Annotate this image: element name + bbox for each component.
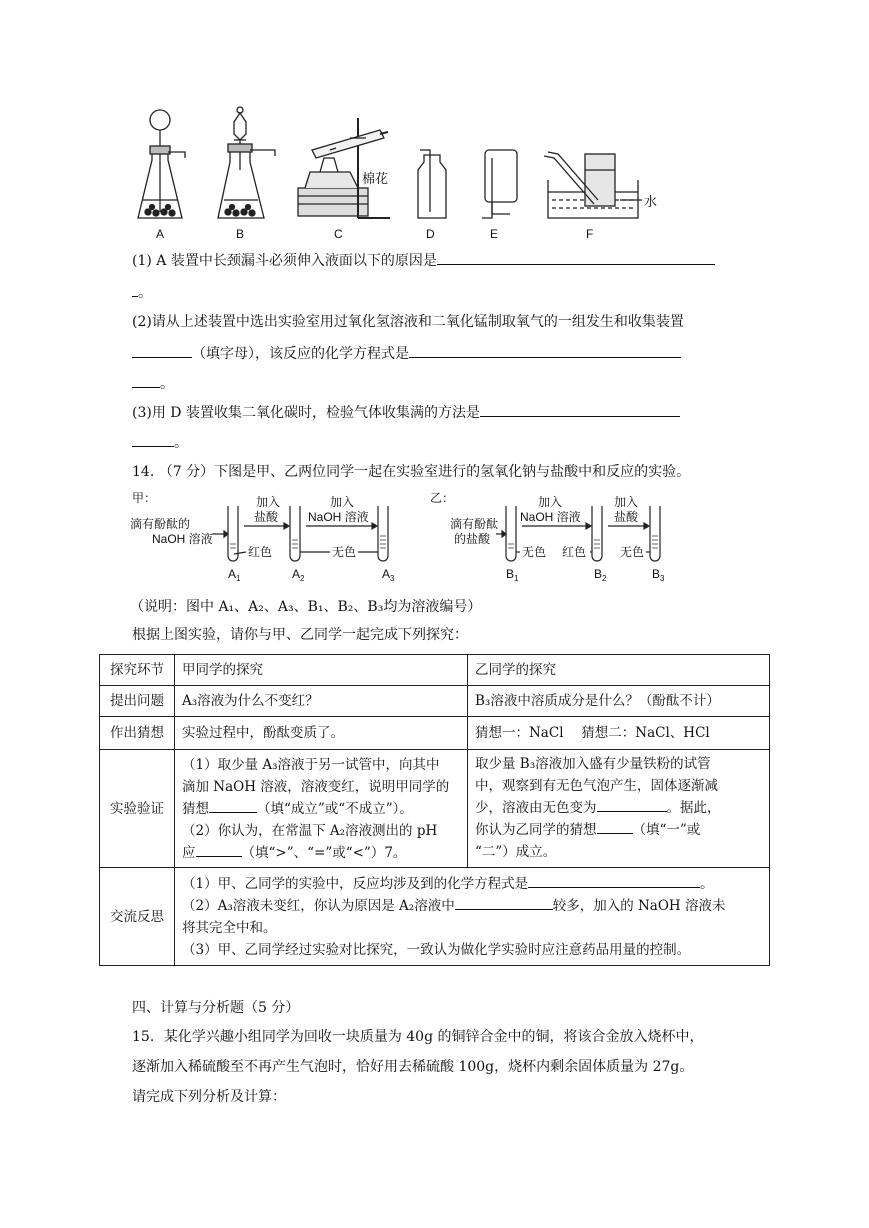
test-tube <box>378 506 388 561</box>
yi-color-none1: 无色 <box>522 545 547 559</box>
table-row <box>100 655 770 686</box>
label-b: B <box>236 227 245 241</box>
table-header-jia: 甲同学的探究 <box>175 655 468 686</box>
label-e: E <box>490 227 499 241</box>
table-row <box>100 686 770 717</box>
table-row <box>100 868 770 966</box>
jia-step1-2: 盐酸 <box>254 510 279 524</box>
inquiry-table <box>99 654 770 966</box>
q13-p3-blank[interactable] <box>480 402 680 417</box>
tube-a3: $A_3$ <box>382 567 395 583</box>
water-label: 水 <box>644 194 658 209</box>
apparatus-f <box>544 152 642 218</box>
yi-color-none2: 无色 <box>620 545 645 559</box>
table-row <box>100 717 770 750</box>
jia-hypothesis: 实验过程中，酚酞变质了。 <box>175 717 468 750</box>
test-tube <box>506 506 516 561</box>
section4-title: 四、计算与分析题（5 分） <box>132 1000 300 1016</box>
label-a: A <box>156 227 165 241</box>
yi-hypothesis: 猜想一：NaCl 猜想二：NaCl、HCl <box>468 717 770 750</box>
q13-part2-b: （填字母），该反应的化学方程式是 <box>132 343 681 363</box>
neutralization-figure <box>120 488 680 584</box>
q13-p2-blank2[interactable] <box>409 343 681 358</box>
yi-color-red: 红色 <box>562 545 587 559</box>
jia-label: 甲： <box>132 491 157 505</box>
yi-question: B₃溶液中溶质成分是什么？（酚酞不计） <box>468 686 770 717</box>
row-label-verification: 实验验证 <box>100 750 175 868</box>
tube-a2: $A_2$ <box>292 567 305 583</box>
equation-blank[interactable] <box>528 874 700 888</box>
yi-verification: 取少量 B₃溶液加入盛有少量铁粉的试管 中，观察到有无色气泡产生，固体逐渐减 少，溶液由无色变为 。据此， 你认为乙同学的猜想 （填“一”或 “二”）成立。 <box>468 750 770 868</box>
jia-step2-2: NaOH 溶液 <box>308 510 369 524</box>
jia-color-red: 红色 <box>248 545 273 559</box>
row-label-hypothesis: 作出猜想 <box>100 717 175 750</box>
yi-step1-2: NaOH 溶液 <box>520 510 581 524</box>
yi-hypothesis-blank[interactable] <box>597 820 633 834</box>
apparatus-figure <box>130 100 670 245</box>
table-header-yi: 乙同学的探究 <box>468 655 770 686</box>
q13-part3-cont: 。 <box>132 432 188 452</box>
label-f: F <box>586 227 594 241</box>
row-label-reflection: 交流反思 <box>100 868 175 966</box>
tube-b1: $B_1$ <box>506 567 519 583</box>
excess-blank[interactable] <box>455 896 553 910</box>
q13-p2-blank1[interactable] <box>132 343 192 358</box>
q15-line3: 请完成下列分析及计算： <box>132 1089 286 1105</box>
jia-step1-1: 加入 <box>256 495 281 509</box>
test-tube <box>290 506 300 561</box>
ph-blank[interactable] <box>196 843 242 857</box>
table-row <box>100 750 770 868</box>
test-tube <box>592 506 602 561</box>
yi-start-2: 的盐酸 <box>454 532 491 546</box>
apparatus-d <box>418 150 446 218</box>
jia-step2-1: 加入 <box>330 495 355 509</box>
yi-step2-2: 盐酸 <box>614 510 639 524</box>
tube-b3: $B_3$ <box>652 567 665 583</box>
q13-part1: (1) A 装置中长颈漏斗必须伸入液面以下的原因是 <box>132 250 715 270</box>
q13-part2: (2)请从上述装置中选出实验室用过氧化氢溶液和二氧化锰制取氧气的一组发生和收集装置 <box>132 314 684 330</box>
yi-step2-1: 加入 <box>614 495 639 509</box>
apparatus-c <box>298 118 390 218</box>
jia-start-1: 滴有酚酞的 <box>130 517 191 531</box>
q13-part2-cont: 。 <box>132 373 174 393</box>
q13-part3: (3)用 D 装置收集二氧化碳时，检验气体收集满的方法是 <box>132 402 680 422</box>
jia-color-none: 无色 <box>332 545 357 559</box>
q13-part1-cont: 。 <box>132 282 152 302</box>
q15-line1: 15．某化学兴趣小组同学为回收一块质量为 40g 的铜锌合金中的铜，将该合金放入烧杯中， <box>132 1029 704 1045</box>
test-tube <box>650 506 660 561</box>
test-tube <box>228 506 238 561</box>
tube-b2: $B_2$ <box>594 567 607 583</box>
yi-start-1: 滴有酚酞 <box>450 517 499 531</box>
color-blank[interactable] <box>597 798 667 812</box>
row-label-question: 提出问题 <box>100 686 175 717</box>
apparatus-e <box>482 150 517 218</box>
jia-start-2: NaOH 溶液 <box>152 532 213 546</box>
label-c: C <box>334 227 343 241</box>
reflection-cell: （1）甲、乙同学的实验中，反应均涉及到的化学方程式是 。 （2）A₃溶液未变红，你认为原因是 A₂溶液中 较多，加入的 NaOH 溶液未 将其完全中和。 （3）甲、乙同学经过实验对比探究，一致认为做化学实验时应注意药品用量的控制。 <box>175 868 770 966</box>
q14-intro: 根据上图实验，请你与甲、乙同学一起完成下列探究： <box>132 627 468 643</box>
apparatus-a <box>138 110 185 218</box>
q13-p2-blank3[interactable] <box>132 373 160 388</box>
q14-note: （说明：图中 A₁、A₂、A₃、B₁、B₂、B₃均为溶液编号） <box>130 599 482 615</box>
q14-header: 14. （7 分）下图是甲、乙两位同学一起在实验室进行的氢氧化钠与盐酸中和反应的实验。 <box>132 464 691 480</box>
cotton-label: 棉花 <box>362 171 389 186</box>
yi-label: 乙： <box>430 491 455 505</box>
jia-hypothesis-blank[interactable] <box>209 799 257 813</box>
q13-p1-blank[interactable] <box>437 250 715 265</box>
apparatus-b <box>218 107 275 218</box>
yi-step1-1: 加入 <box>538 495 563 509</box>
q13-p3-blank2[interactable] <box>132 432 174 447</box>
jia-verification: （1）取少量 A₃溶液于另一试管中，向其中 滴加 NaOH 溶液，溶液变红，说明甲同学的 猜想 （填“成立”或“不成立”）。 （2）你认为，在常温下 A₂溶液测出的 pH 应 （填“>”、“=”或“<”）7。 <box>175 750 468 868</box>
jia-question: A₃溶液为什么不变红？ <box>175 686 468 717</box>
tube-a1: $A_1$ <box>228 567 241 583</box>
q15-line2: 逐渐加入稀硫酸至不再产生气泡时，恰好用去稀硫酸 100g，烧杯内剩余固体质量为 27g。 <box>132 1059 694 1075</box>
table-header-stage: 探究环节 <box>100 655 175 686</box>
label-d: D <box>426 227 435 241</box>
